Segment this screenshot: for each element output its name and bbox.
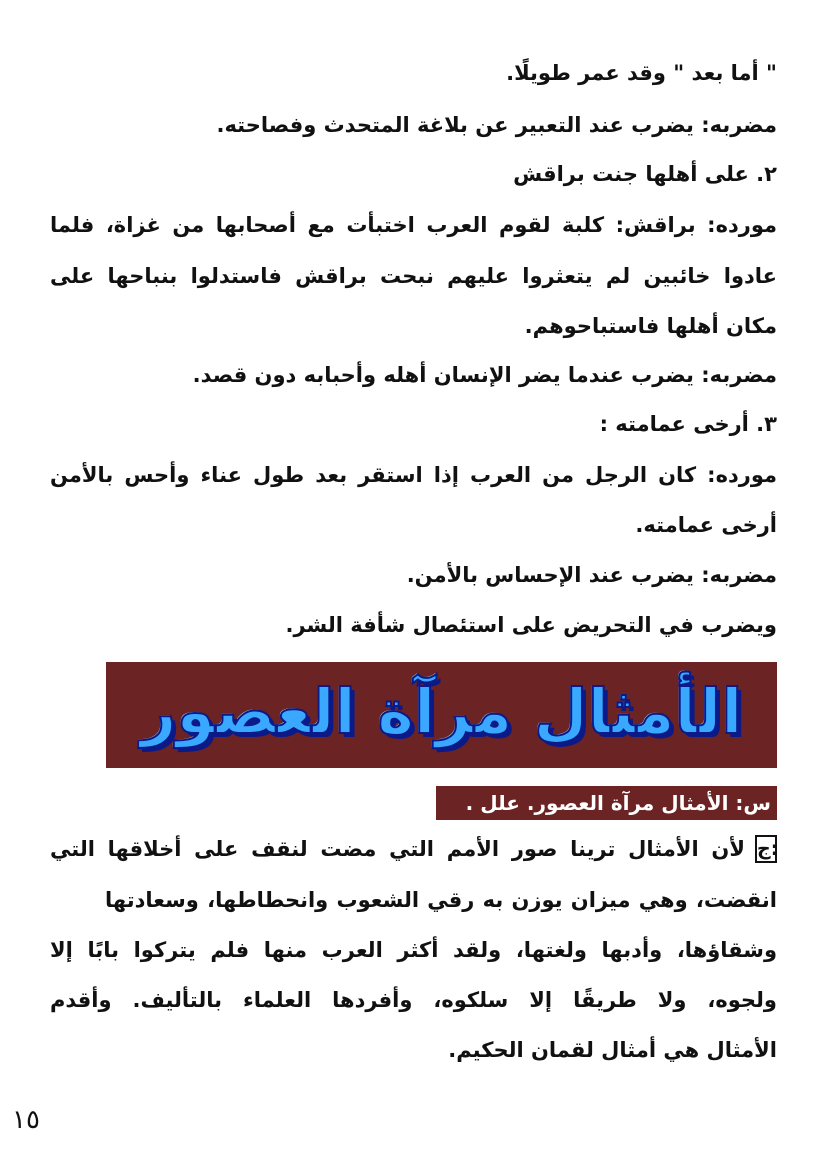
text-line: مضربه: يضرب عند التعبير عن بلاغة المتحدث وفصاحته. bbox=[216, 113, 777, 137]
text-line: أرخى عمامته. bbox=[635, 513, 777, 537]
text-line: مكان أهلها فاستباحوهم. bbox=[524, 314, 777, 338]
proverb-heading: ٢. على أهلها جنت براقش bbox=[513, 162, 777, 186]
proverb-heading: ٣. أرخى عمامته : bbox=[599, 412, 777, 436]
question-text: س: الأمثال مرآة العصور. علل . bbox=[465, 791, 771, 815]
answer-line: وشقاؤها، وأدبها ولغتها، ولقد أكثر العرب منها فلم يتركوا بابًا إلا bbox=[50, 938, 777, 962]
text-line: " أما بعد " وقد عمر طويلًا. bbox=[506, 61, 777, 85]
page-number: ١٥ bbox=[12, 1105, 40, 1135]
answer-line: ولجوه، ولا طريقًا إلا سلكوه، وأفردها العلماء بالتأليف. وأقدم bbox=[50, 988, 777, 1012]
answer-line: انقضت، وهي ميزان يوزن به رقي الشعوب وانحطاطها، وسعادتها bbox=[105, 888, 777, 912]
text-line: مورده: براقش: كلبة لقوم العرب اختبأت مع أصحابها من غزاة، فلما bbox=[50, 213, 777, 237]
answer-line: الأمثال هي أمثال لقمان الحكيم. bbox=[448, 1038, 777, 1062]
section-banner bbox=[106, 662, 777, 768]
banner-title: الأمثال مرآة العصور bbox=[140, 675, 743, 748]
answer-marker: ج: bbox=[755, 835, 777, 863]
text-line: ويضرب في التحريض على استئصال شأفة الشر. bbox=[285, 613, 777, 637]
question-bar bbox=[436, 786, 777, 820]
text-line: مورده: كان الرجل من العرب إذا استقر بعد طول عناء وأحس بالأمن bbox=[50, 463, 777, 487]
text-line: مضربه: يضرب عند الإحساس بالأمن. bbox=[406, 563, 777, 587]
text-line: عادوا خائبين لم يتعثروا عليهم نبحت براقش فاستدلوا بنباحها على bbox=[50, 264, 777, 288]
text-line: مضربه: يضرب عندما يضر الإنسان أهله وأحبابه دون قصد. bbox=[192, 363, 777, 387]
answer-line: لأن الأمثال ترينا صور الأمم التي مضت لنقف على أخلاقها التي bbox=[50, 837, 745, 861]
